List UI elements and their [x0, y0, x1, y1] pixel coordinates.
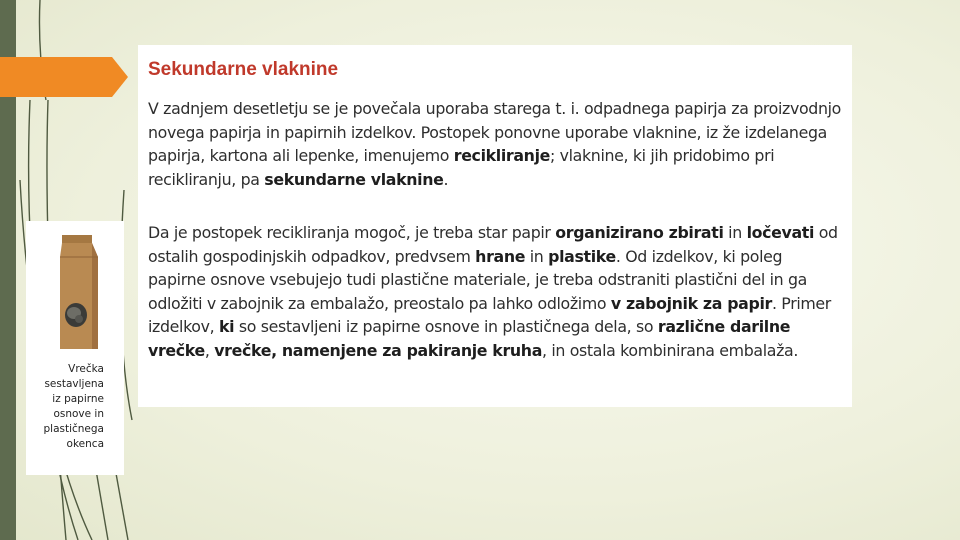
bold-term: sekundarne vlaknine — [264, 169, 444, 189]
text-run: so sestavljeni iz papirne osnove in plastičnega dela, so — [234, 317, 658, 336]
paragraph-collection — [148, 221, 844, 362]
bold-term: različne darilne vrečke — [148, 317, 791, 360]
text-run: od ostalih gospodinjskih odpadkov, predvsem — [148, 223, 838, 266]
bold-term: organizirano zbirati — [555, 223, 724, 242]
text-run: . — [443, 169, 449, 189]
slide-title: Sekundarne vlaknine — [148, 59, 339, 80]
bold-term: ki — [218, 317, 235, 336]
text-run: Da je postopek recikliranja mogoč, je treba star papir — [148, 223, 556, 242]
paper-bag-image — [56, 235, 102, 351]
bold-term: ločevati — [746, 223, 815, 242]
content-card — [138, 45, 852, 407]
text-run: . Od izdelkov, ki poleg papirne osnove vsebujejo tudi plastične materiale, je treba odstraniti plastični del in ga odložiti v zabojnik za embalažo, preostalo pa lahko odložimo — [148, 246, 807, 313]
bold-term: recikliranje — [453, 146, 550, 165]
caption-line: Vrečka — [68, 363, 104, 375]
caption-line: okenca — [66, 438, 104, 450]
image-caption — [14, 362, 104, 452]
image-card — [26, 221, 124, 475]
text-run: . Primer izdelkov, — [148, 293, 831, 336]
bold-term: hrane — [475, 246, 526, 266]
bold-term: vrečke, namenjene za pakiranje kruha — [214, 340, 543, 360]
caption-line: osnove in — [53, 408, 104, 420]
text-run: ; vlaknine, ki jih pridobimo pri recikliranju, pa — [148, 146, 775, 189]
caption-line: sestavljena — [44, 378, 104, 390]
text-run: , — [204, 340, 215, 360]
paragraph-recycling — [148, 97, 844, 191]
bold-term: v zabojnik za papir — [610, 293, 772, 313]
caption-line: iz papirne — [52, 393, 104, 405]
bold-term: plastike — [548, 246, 616, 266]
orange-arrow-tab — [0, 57, 128, 97]
text-run: in — [525, 246, 549, 266]
text-run: , in ostala kombinirana embalaža. — [542, 340, 799, 360]
text-run: V zadnjem desetletju se je povečala uporaba starega t. i. odpadnega papirja za proizvodnjo novega papirja in papirnih izdelkov. Postopek ponovne uporabe vlaknine, iz že izdelanega papirja, kartona ali lepenke, imenujemo — [148, 99, 841, 165]
text-run: in — [723, 223, 747, 242]
caption-line: plastičnega — [43, 423, 104, 435]
